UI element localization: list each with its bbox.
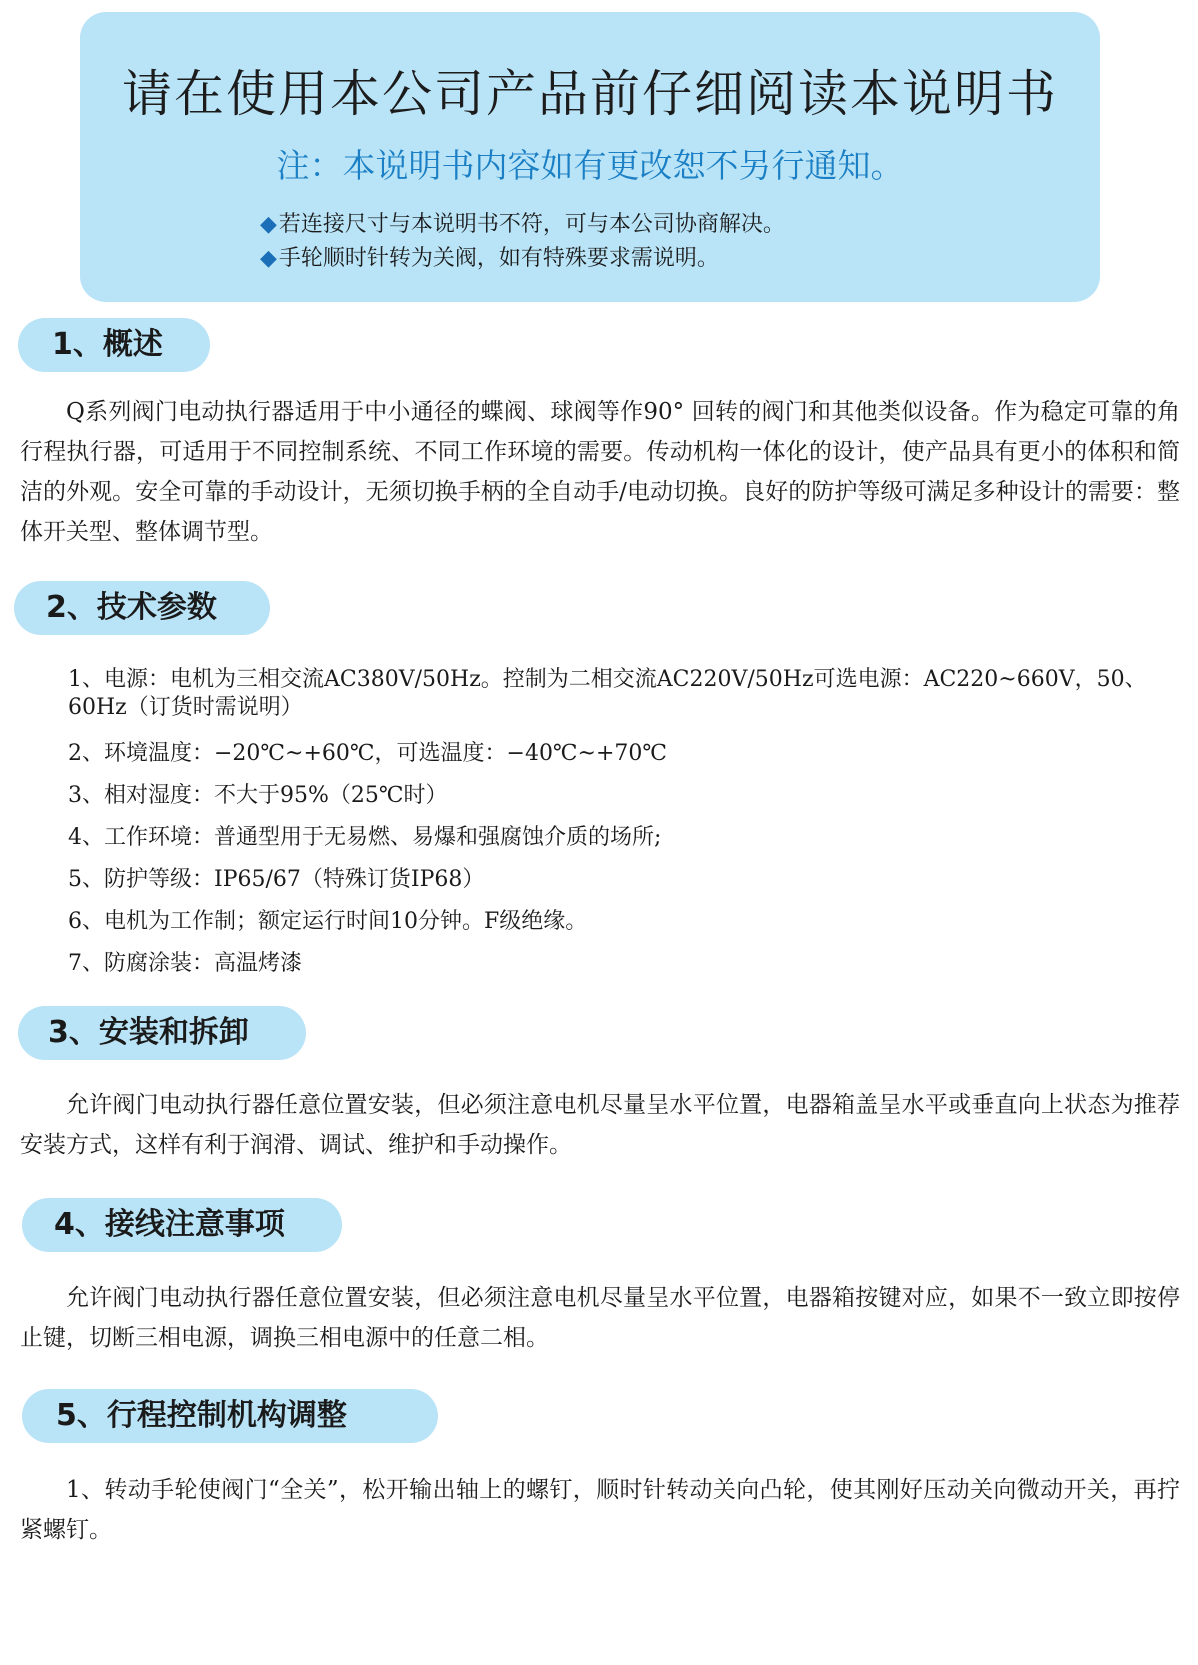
notice-subtitle: 注：本说明书内容如有更改恕不另行通知。 [276, 146, 904, 185]
section-wiring-text: 允许阀门电动执行器任意位置安装，但必须注意电机尽量呈水平位置，电器箱按键对应，如果不一致立即按停止键，切断三相电源，调换三相电源中的任意二相。 [20, 1285, 1180, 1351]
section-heading-overview: 1、概述 [18, 318, 210, 372]
list-item: 6、电机为工作制；额定运行时间10分钟。F级绝缘。 [68, 909, 588, 934]
section-heading-tech-params: 2、技术参数 [14, 581, 270, 635]
notice-bullet: ◆手轮顺时针转为关阀，如有特殊要求需说明。 [260, 246, 719, 271]
list-item: 1、电源：电机为三相交流AC380V/50Hz。控制为二相交流AC220V/50Hz可选电源：AC220~660V，50、60Hz（订货时需说明） [68, 667, 1147, 720]
section-overview-text: Q系列阀门电动执行器适用于中小通径的蝶阀、球阀等作90° 回转的阀门和其他类似设备。作为稳定可靠的角行程执行器，可适用于不同控制系统、不同工作环境的需要。传动机构一体化的设计，使产品具有更小的体积和简洁的外观。安全可靠的手动设计，无须切换手柄的全自动手/电动切换。良好的防护等级可满足多种设计的需要：整体开关型、整体调节型。 [20, 399, 1180, 545]
list-item: 7、防腐涂装：高温烤漆 [68, 951, 302, 976]
notice-box [80, 12, 1100, 302]
tech-params-list [68, 666, 1168, 978]
list-item: 4、工作环境：普通型用于无易燃、易爆和强腐蚀介质的场所; [68, 825, 662, 850]
section-install-text: 允许阀门电动执行器任意位置安装，但必须注意电机尽量呈水平位置，电器箱盖呈水平或垂直向上状态为推荐安装方式，这样有利于润滑、调试、维护和手动操作。 [20, 1092, 1180, 1158]
notice-bullet: ◆若连接尺寸与本说明书不符，可与本公司协商解决。 [260, 212, 785, 237]
section-travel-control-text: 1、转动手轮使阀门“全关”，松开输出轴上的螺钉，顺时针转动关向凸轮，使其刚好压动关向微动开关，再拧紧螺钉。 [20, 1477, 1180, 1543]
notice-bullet-list [260, 208, 785, 276]
diamond-bullet-icon: ◆ [260, 246, 277, 271]
list-item: 3、相对湿度：不大于95%（25℃时） [68, 783, 448, 808]
diamond-bullet-icon: ◆ [260, 212, 277, 237]
section-heading-install: 3、安装和拆卸 [18, 1006, 306, 1060]
notice-title: 请在使用本公司产品前仔细阅读本说明书 [122, 65, 1058, 123]
list-item: 5、防护等级：IP65/67（特殊订货IP68） [68, 867, 485, 892]
section-heading-travel-control: 5、行程控制机构调整 [22, 1389, 438, 1443]
section-heading-wiring: 4、接线注意事项 [22, 1198, 342, 1252]
list-item: 2、环境温度：−20℃~+60℃，可选温度：−40℃~+70℃ [68, 741, 668, 766]
